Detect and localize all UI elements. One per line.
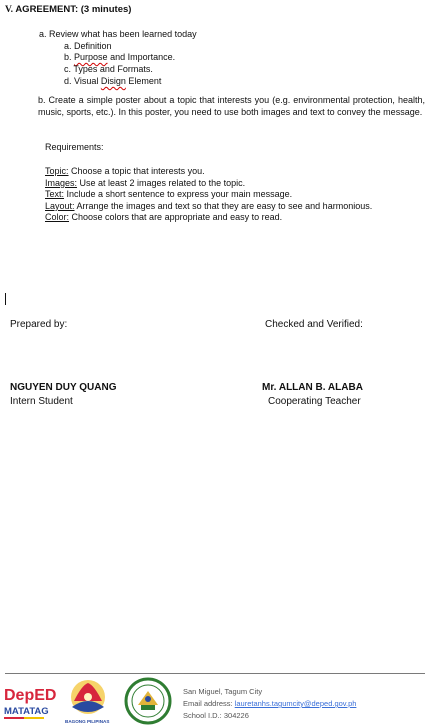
preparer-role: Intern Student [10,396,73,407]
checker-name: Mr. ALLAN B. ALABA [262,382,363,393]
section-roman: V. [5,5,14,15]
footer-address: San Miguel, Tagum City [183,687,263,696]
list-marker: a. [64,41,72,51]
spellcheck-word: Purpose [74,52,108,62]
requirement-term: Text: [45,189,65,199]
prepared-by-label: Prepared by: [10,319,68,330]
footer-school-id: School I.D.: 304226 [183,711,249,720]
requirements-label: Requirements: [45,142,104,152]
section-title: AGREEMENT: (3 minutes) [15,4,132,15]
requirement-item [45,166,205,177]
checker-role: Cooperating Teacher [268,396,361,407]
list-text: and Importance. [107,52,176,62]
list-text: Visual [74,76,101,86]
list-item [64,52,175,63]
checked-by-label: Checked and Verified: [265,319,363,330]
review-text: Review what has been learned today [49,29,197,39]
list-item [64,64,153,75]
requirement-desc: Include a short sentence to express your main message. [64,189,293,199]
requirement-desc: Arrange the images and text so that they are easy to see and harmonious. [74,201,373,211]
section-heading [5,4,131,15]
footer-email-link[interactable]: lauretanhs.tagumcity@deped.gov.ph [234,699,357,708]
requirement-desc: Choose colors that are appropriate and easy to read. [69,212,283,222]
requirement-item [45,178,245,189]
school-seal-logo [124,677,172,725]
requirement-term: Color: [45,212,70,222]
requirement-desc: Use at least 2 images related to the topic. [77,178,246,188]
task-paragraph: b. Create a simple poster about a topic that interests you (e.g. environmental protection, health, music, sports, etc.). In this poster, you need to use both images and text to convey the message. [38,95,425,117]
requirement-item [45,201,372,212]
deped-matatag-logo [3,680,59,724]
requirement-term: Images: [45,178,78,188]
list-marker: d. [64,76,72,86]
list-text: Definition [74,41,112,51]
list-item [64,41,112,52]
requirement-term: Topic: [45,166,69,176]
list-text: Types and Formats. [73,64,153,74]
requirement-term: Layout: [45,201,75,211]
review-item [39,29,197,40]
review-marker: a. [39,29,47,39]
deped-logo-text: DepED [4,687,57,704]
list-item [64,76,161,87]
matatag-logo-text: MATATAG [4,706,49,717]
bagong-logo-text: BAGONG PILIPINAS [65,719,110,724]
footer-divider [5,673,425,674]
footer-email-line [183,699,356,708]
preparer-name: NGUYEN DUY QUANG [10,382,117,393]
list-marker: b. [64,52,72,62]
footer-email-label: Email address: [183,699,235,708]
bagong-pilipinas-logo [62,677,114,725]
list-marker: c. [64,64,72,74]
list-text: Element [125,76,162,86]
spellcheck-word: Disign [100,76,126,86]
requirement-item [45,189,292,200]
requirement-desc: Choose a topic that interests you. [68,166,205,176]
requirement-item [45,212,282,223]
text-cursor[interactable] [5,293,6,305]
